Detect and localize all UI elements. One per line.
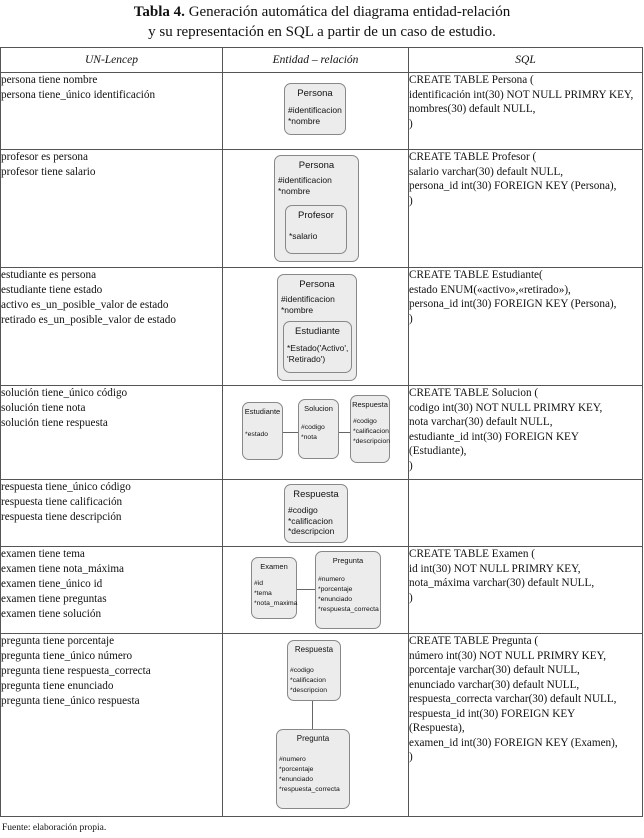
sql-line: CREATE TABLE Solucion ( — [409, 387, 539, 399]
entity-attribute: *nota — [301, 434, 317, 441]
sql-cell — [409, 547, 643, 634]
rule-line: examen tiene preguntas — [1, 593, 107, 605]
entity-attribute: *descripcion — [288, 526, 335, 536]
entity-title: Examen — [260, 562, 288, 571]
entity-title: Persona — [297, 88, 333, 99]
rule-line: examen tiene solución — [1, 608, 102, 620]
rules-cell — [1, 634, 223, 817]
entity-attribute: *respuesta_correcta — [279, 786, 340, 793]
relationship-line — [295, 589, 315, 590]
entity-attribute: *nombre — [281, 304, 314, 315]
header-row — [1, 48, 643, 73]
rule-line: pregunta tiene porcentaje — [1, 635, 115, 647]
table-caption — [0, 2, 644, 42]
rule-line: persona tiene_único identificación — [1, 89, 156, 101]
rule-line: pregunta tiene enunciado — [1, 680, 114, 692]
sql-line: CREATE TABLE Examen ( — [409, 548, 535, 560]
relationship-line — [312, 699, 313, 729]
sql-line: nombres(30) default NULL, — [409, 103, 536, 115]
entity-attribute: #codigo — [301, 424, 325, 431]
sql-cell — [409, 150, 643, 268]
header-sql: SQL — [409, 48, 643, 73]
table-row — [1, 150, 643, 268]
entity-solucion — [298, 399, 339, 459]
sql-line: ) — [409, 312, 413, 325]
rules-cell — [1, 547, 223, 634]
diagram-cell — [223, 73, 409, 150]
entity-attribute: *estado — [245, 431, 269, 438]
entity-attribute: *nombre — [278, 185, 311, 196]
er-table — [0, 47, 643, 817]
sql-line: número int(30) NOT NULL PRIMRY KEY, — [409, 649, 607, 662]
entity-title: Persona — [298, 160, 335, 171]
caption-line2: y su representación en SQL a partir de un caso de estudio. — [148, 24, 496, 40]
entity-attribute: *Estado('Activo', — [287, 343, 349, 353]
sql-line: ) — [409, 194, 413, 207]
header-entidad-relacion: Entidad – relación — [223, 48, 409, 73]
rule-line: examen tiene tema — [1, 548, 85, 560]
entity-attribute: *calificacion — [353, 428, 389, 435]
entity-attribute: #identificacion — [278, 175, 332, 185]
sql-line: salario varchar(30) default NULL, — [409, 165, 564, 178]
entity-attribute: *porcentaje — [279, 766, 314, 773]
sql-cell — [409, 73, 643, 150]
sql-line: porcentaje varchar(30) default NULL, — [409, 664, 580, 676]
sql-line: identificación int(30) NOT NULL PRIMRY KEY, — [409, 88, 634, 101]
table-row — [1, 634, 643, 817]
entity-attribute: #codigo — [353, 418, 377, 425]
rule-line: respuesta tiene calificación — [1, 496, 123, 508]
sql-line: codigo int(30) NOT NULL PRIMRY KEY, — [409, 401, 603, 414]
rule-line: solución tiene_único código — [1, 387, 128, 399]
rules-cell — [1, 73, 223, 150]
sql-line: respuesta_correcta varchar(30) default NULL, — [409, 693, 617, 705]
sql-line: estado ENUM(«activo»,«retirado»), — [409, 283, 571, 296]
sql-line: persona_id int(30) FOREIGN KEY (Persona), — [409, 180, 617, 192]
entity-examen — [251, 557, 297, 619]
sql-line: estudiante_id int(30) FOREIGN KEY — [409, 430, 579, 443]
rule-line: pregunta tiene respuesta_correcta — [1, 665, 151, 677]
entity-attribute: *nota_maxima — [254, 600, 298, 607]
rule-line: activo es_un_posible_valor de estado — [1, 299, 169, 311]
rules-cell — [1, 268, 223, 386]
sql-line: (Estudiante), — [409, 445, 467, 457]
table-row — [1, 73, 643, 150]
header-unlencep: UN-Lencep — [1, 48, 223, 73]
rule-line: respuesta tiene descripción — [1, 511, 122, 523]
entity-title: Estudiante — [244, 407, 281, 416]
entity-attribute: #id — [254, 580, 264, 587]
entity-respuesta — [350, 395, 390, 463]
entity-pregunta — [276, 729, 350, 809]
caption-label: Tabla 4. — [133, 4, 185, 20]
table-row — [1, 547, 643, 634]
sql-cell — [409, 634, 643, 817]
entity-title: Pregunta — [332, 556, 364, 565]
entity-title: Respuesta — [293, 489, 339, 500]
entity-persona — [284, 83, 346, 135]
rule-line: examen tiene_único id — [1, 578, 103, 590]
sql-line: ) — [409, 591, 413, 604]
rule-line: solución tiene nota — [1, 402, 86, 414]
rules-cell — [1, 386, 223, 480]
entity-title: Persona — [299, 279, 335, 290]
sql-line: CREATE TABLE Estudiante( — [409, 269, 543, 281]
sql-line: CREATE TABLE Persona ( — [409, 74, 534, 86]
diagram-cell — [223, 386, 409, 480]
sql-line: ) — [409, 117, 413, 130]
diagram-cell — [223, 268, 409, 386]
rule-line: retirado es_un_posible_valor de estado — [1, 314, 176, 326]
entity-title: Profesor — [298, 210, 334, 221]
entity-attribute: *enunciado — [279, 776, 314, 783]
diagram-cell — [223, 480, 409, 547]
sql-line: examen_id int(30) FOREIGN KEY (Examen), — [409, 736, 618, 749]
entity-attribute: *calificacion — [288, 515, 333, 526]
entity-attribute: 'Retirado') — [287, 353, 326, 364]
entity-attribute: #numero — [318, 576, 345, 583]
entity-title: Pregunta — [296, 734, 330, 743]
rule-line: estudiante es persona — [1, 269, 97, 281]
entity-attribute: #numero — [279, 756, 306, 763]
sql-line: CREATE TABLE Profesor ( — [409, 151, 537, 163]
entity-estudiante — [283, 321, 352, 373]
entity-attribute: *salario — [289, 231, 318, 241]
entity-attribute: *porcentaje — [318, 586, 353, 593]
rule-line: solución tiene respuesta — [1, 417, 108, 429]
table-row — [1, 480, 643, 547]
source-note: Fuente: elaboración propia. — [2, 823, 107, 833]
diagram-cell — [223, 547, 409, 634]
diagram-cell — [223, 150, 409, 268]
sql-line: (Respuesta), — [409, 722, 465, 734]
sql-line: nota_máxima varchar(30) default NULL, — [409, 577, 595, 589]
entity-attribute: #codigo — [290, 667, 314, 674]
rule-line: profesor tiene salario — [1, 166, 96, 178]
sql-line: nota varchar(30) default NULL, — [409, 416, 553, 428]
entity-pregunta — [315, 551, 381, 629]
diagram-cell — [223, 634, 409, 817]
entity-estudiante — [242, 402, 283, 460]
entity-respuesta — [284, 484, 348, 543]
entity-title: Solucion — [304, 404, 333, 413]
entity-title: Estudiante — [295, 326, 340, 337]
relationship-line — [281, 432, 298, 433]
entity-attribute: *calificacion — [290, 677, 326, 684]
sql-line: enunciado varchar(30) default NULL, — [409, 678, 580, 691]
entity-profesor — [285, 205, 347, 254]
entity-attribute: #identificacion — [288, 105, 342, 115]
sql-cell — [409, 268, 643, 386]
entity-attribute: *nombre — [288, 115, 321, 126]
rule-line: persona tiene nombre — [1, 74, 98, 86]
rules-cell — [1, 480, 223, 547]
sql-line: ) — [409, 459, 413, 472]
sql-line: respuesta_id int(30) FOREIGN KEY — [409, 707, 576, 720]
entity-attribute: *tema — [254, 590, 272, 597]
rule-line: respuesta tiene_único código — [1, 481, 131, 493]
entity-attribute: *descripcion — [290, 687, 328, 694]
rule-line: estudiante tiene estado — [1, 284, 103, 296]
entity-attribute: *enunciado — [318, 596, 353, 603]
sql-line: ) — [409, 751, 413, 763]
entity-attribute: #codigo — [288, 505, 318, 515]
rule-line: examen tiene nota_máxima — [1, 563, 125, 575]
table-row — [1, 268, 643, 386]
entity-respuesta — [287, 640, 341, 701]
entity-title: Respuesta — [294, 645, 334, 654]
sql-line: id int(30) NOT NULL PRIMRY KEY, — [409, 562, 581, 575]
rule-line: pregunta tiene_único número — [1, 650, 133, 662]
entity-title: Respuesta — [352, 400, 388, 409]
rule-line: profesor es persona — [1, 151, 88, 163]
rule-line: pregunta tiene_único respuesta — [1, 695, 140, 707]
sql-line: CREATE TABLE Pregunta ( — [409, 635, 539, 647]
sql-cell — [409, 386, 643, 480]
entity-attribute: #identificacion — [281, 294, 335, 304]
sql-cell — [409, 480, 643, 547]
entity-attribute: *respuesta_correcta — [318, 606, 379, 613]
rules-cell — [1, 150, 223, 268]
sql-line: persona_id int(30) FOREIGN KEY (Persona), — [409, 298, 617, 310]
table-row — [1, 386, 643, 480]
entity-attribute: *descripcion — [353, 438, 391, 445]
caption-line1: Generación automática del diagrama entidad-relación — [188, 4, 511, 20]
